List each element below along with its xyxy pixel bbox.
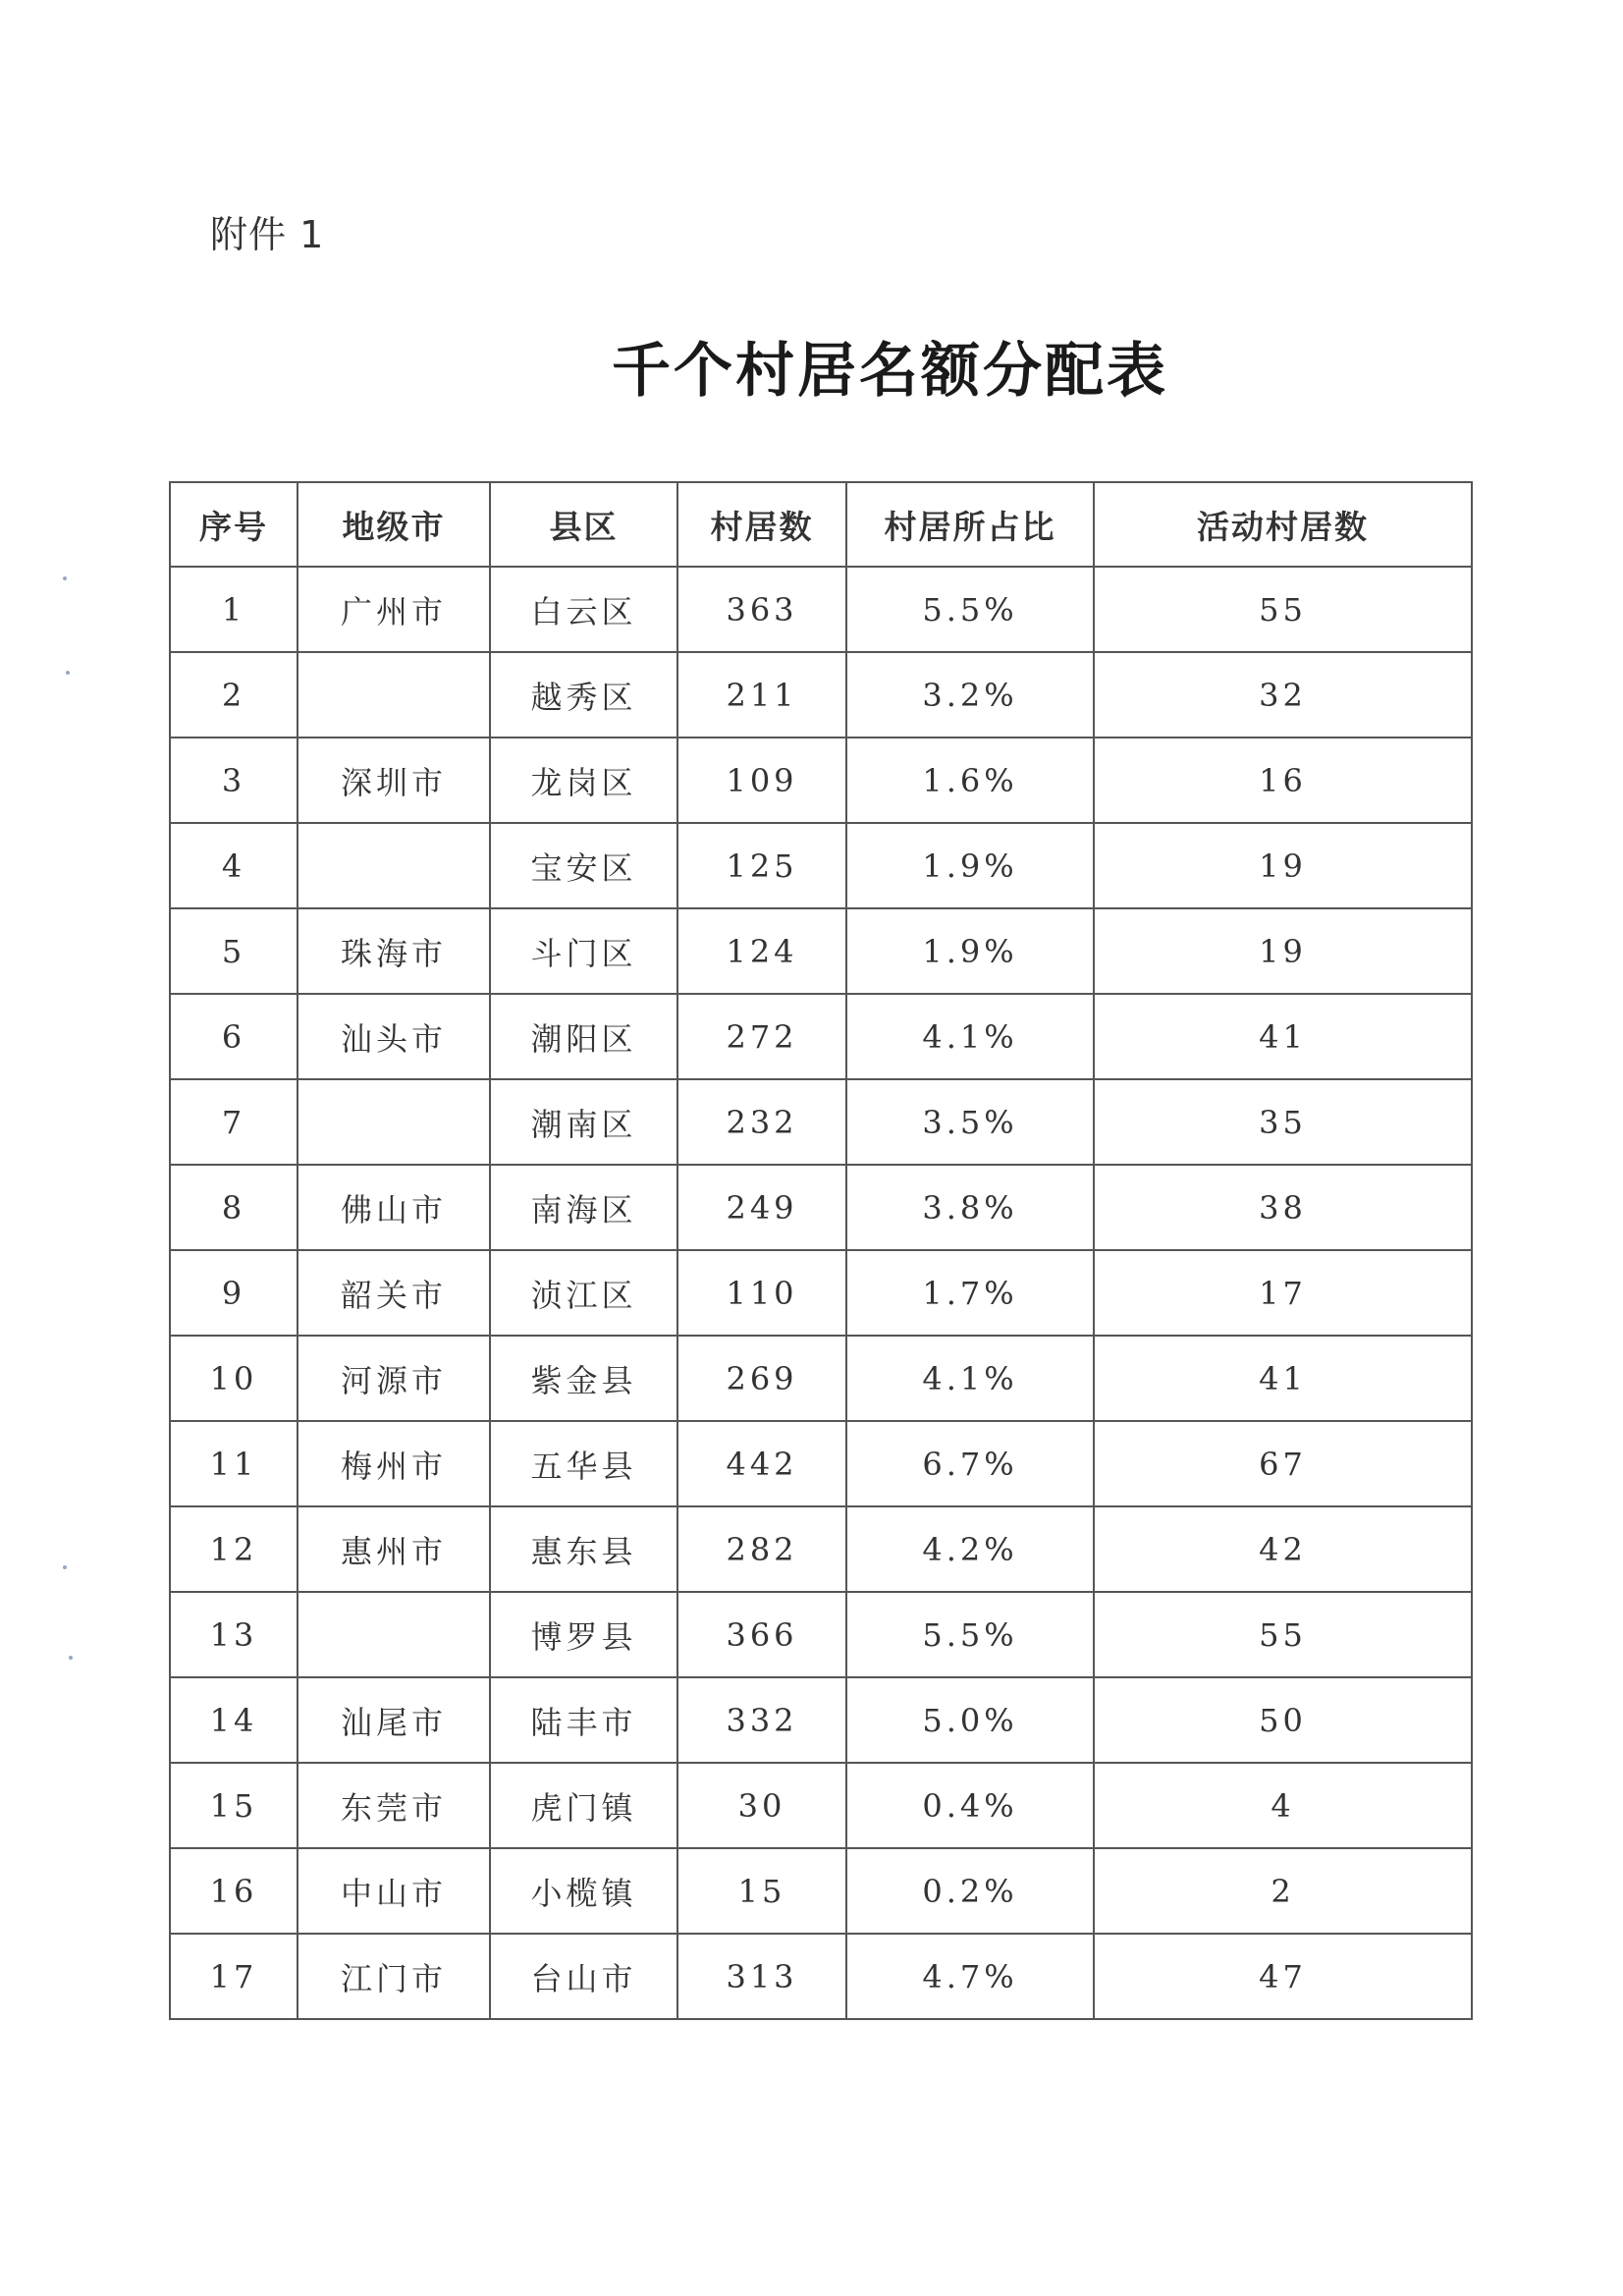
cell-ratio: 4.7% (846, 1934, 1094, 2019)
cell-active: 17 (1094, 1250, 1472, 1336)
cell-city (298, 1079, 490, 1165)
table-row (170, 1848, 1472, 1934)
cell-county: 台山市 (490, 1934, 677, 2019)
header-active: 活动村居数 (1094, 482, 1472, 567)
cell-active: 41 (1094, 994, 1472, 1079)
cell-county: 紫金县 (490, 1336, 677, 1421)
attachment-label: 附件 1 (210, 213, 325, 256)
cell-count: 332 (677, 1677, 846, 1763)
cell-count: 272 (677, 994, 846, 1079)
cell-ratio: 3.2% (846, 652, 1094, 738)
cell-seq: 17 (170, 1934, 298, 2019)
cell-seq: 3 (170, 738, 298, 823)
cell-ratio: 5.0% (846, 1677, 1094, 1763)
cell-ratio: 0.4% (846, 1763, 1094, 1848)
table-row (170, 823, 1472, 908)
cell-seq: 16 (170, 1848, 298, 1934)
cell-ratio: 4.2% (846, 1506, 1094, 1592)
cell-city: 广州市 (298, 567, 490, 652)
header-ratio: 村居所占比 (846, 482, 1094, 567)
table-row (170, 1934, 1472, 2019)
table-row (170, 994, 1472, 1079)
cell-count: 269 (677, 1336, 846, 1421)
cell-count: 363 (677, 567, 846, 652)
table-row (170, 738, 1472, 823)
cell-seq: 8 (170, 1165, 298, 1250)
cell-count: 249 (677, 1165, 846, 1250)
table-row (170, 908, 1472, 994)
cell-seq: 6 (170, 994, 298, 1079)
cell-county: 小榄镇 (490, 1848, 677, 1934)
cell-ratio: 1.7% (846, 1250, 1094, 1336)
header-seq: 序号 (170, 482, 298, 567)
cell-county: 白云区 (490, 567, 677, 652)
cell-count: 366 (677, 1592, 846, 1677)
cell-county: 宝安区 (490, 823, 677, 908)
cell-county: 斗门区 (490, 908, 677, 994)
table-row (170, 1079, 1472, 1165)
cell-ratio: 3.8% (846, 1165, 1094, 1250)
cell-active: 50 (1094, 1677, 1472, 1763)
cell-ratio: 0.2% (846, 1848, 1094, 1934)
cell-county: 潮阳区 (490, 994, 677, 1079)
cell-city: 汕尾市 (298, 1677, 490, 1763)
cell-seq: 4 (170, 823, 298, 908)
cell-seq: 1 (170, 567, 298, 652)
cell-city (298, 1592, 490, 1677)
cell-county: 南海区 (490, 1165, 677, 1250)
cell-active: 67 (1094, 1421, 1472, 1506)
table-row (170, 1336, 1472, 1421)
cell-seq: 9 (170, 1250, 298, 1336)
cell-active: 16 (1094, 738, 1472, 823)
cell-city (298, 823, 490, 908)
cell-count: 110 (677, 1250, 846, 1336)
cell-count: 124 (677, 908, 846, 994)
cell-seq: 13 (170, 1592, 298, 1677)
cell-ratio: 5.5% (846, 567, 1094, 652)
cell-ratio: 4.1% (846, 994, 1094, 1079)
cell-active: 55 (1094, 567, 1472, 652)
cell-ratio: 1.9% (846, 823, 1094, 908)
cell-city: 河源市 (298, 1336, 490, 1421)
cell-count: 125 (677, 823, 846, 908)
cell-active: 41 (1094, 1336, 1472, 1421)
cell-count: 211 (677, 652, 846, 738)
cell-active: 19 (1094, 908, 1472, 994)
cell-county: 博罗县 (490, 1592, 677, 1677)
table-row (170, 1592, 1472, 1677)
table-header-row (170, 482, 1472, 567)
cell-count: 442 (677, 1421, 846, 1506)
cell-county: 潮南区 (490, 1079, 677, 1165)
cell-seq: 5 (170, 908, 298, 994)
table-row (170, 1763, 1472, 1848)
table-row (170, 652, 1472, 738)
cell-count: 15 (677, 1848, 846, 1934)
cell-city: 深圳市 (298, 738, 490, 823)
cell-ratio: 1.9% (846, 908, 1094, 994)
header-count: 村居数 (677, 482, 846, 567)
table-row (170, 567, 1472, 652)
cell-ratio: 5.5% (846, 1592, 1094, 1677)
cell-county: 陆丰市 (490, 1677, 677, 1763)
cell-city: 佛山市 (298, 1165, 490, 1250)
cell-count: 109 (677, 738, 846, 823)
cell-ratio: 6.7% (846, 1421, 1094, 1506)
table-row (170, 1677, 1472, 1763)
cell-active: 4 (1094, 1763, 1472, 1848)
cell-active: 2 (1094, 1848, 1472, 1934)
cell-seq: 7 (170, 1079, 298, 1165)
scan-speck (63, 1565, 67, 1569)
cell-city: 中山市 (298, 1848, 490, 1934)
cell-county: 五华县 (490, 1421, 677, 1506)
header-county: 县区 (490, 482, 677, 567)
table-row (170, 1421, 1472, 1506)
cell-active: 35 (1094, 1079, 1472, 1165)
cell-city: 东莞市 (298, 1763, 490, 1848)
cell-county: 越秀区 (490, 652, 677, 738)
cell-ratio: 3.5% (846, 1079, 1094, 1165)
cell-active: 42 (1094, 1506, 1472, 1592)
scan-speck (66, 671, 70, 675)
cell-seq: 11 (170, 1421, 298, 1506)
cell-county: 惠东县 (490, 1506, 677, 1592)
table-row (170, 1250, 1472, 1336)
cell-city: 韶关市 (298, 1250, 490, 1336)
table-row (170, 1165, 1472, 1250)
cell-active: 38 (1094, 1165, 1472, 1250)
cell-city: 惠州市 (298, 1506, 490, 1592)
cell-seq: 15 (170, 1763, 298, 1848)
cell-seq: 12 (170, 1506, 298, 1592)
scan-speck (69, 1656, 73, 1660)
cell-city: 梅州市 (298, 1421, 490, 1506)
cell-count: 30 (677, 1763, 846, 1848)
cell-county: 龙岗区 (490, 738, 677, 823)
cell-active: 19 (1094, 823, 1472, 908)
cell-ratio: 1.6% (846, 738, 1094, 823)
cell-count: 313 (677, 1934, 846, 2019)
cell-active: 32 (1094, 652, 1472, 738)
cell-active: 47 (1094, 1934, 1472, 2019)
document-title: 千个村居名额分配表 (612, 337, 1168, 406)
cell-city: 珠海市 (298, 908, 490, 994)
cell-city: 汕头市 (298, 994, 490, 1079)
cell-count: 232 (677, 1079, 846, 1165)
cell-city: 江门市 (298, 1934, 490, 2019)
header-city: 地级市 (298, 482, 490, 567)
cell-seq: 2 (170, 652, 298, 738)
table-row (170, 1506, 1472, 1592)
cell-active: 55 (1094, 1592, 1472, 1677)
cell-county: 虎门镇 (490, 1763, 677, 1848)
cell-city (298, 652, 490, 738)
cell-count: 282 (677, 1506, 846, 1592)
cell-ratio: 4.1% (846, 1336, 1094, 1421)
cell-seq: 10 (170, 1336, 298, 1421)
allocation-table (169, 481, 1473, 2020)
cell-seq: 14 (170, 1677, 298, 1763)
cell-county: 浈江区 (490, 1250, 677, 1336)
scan-speck (63, 576, 67, 580)
